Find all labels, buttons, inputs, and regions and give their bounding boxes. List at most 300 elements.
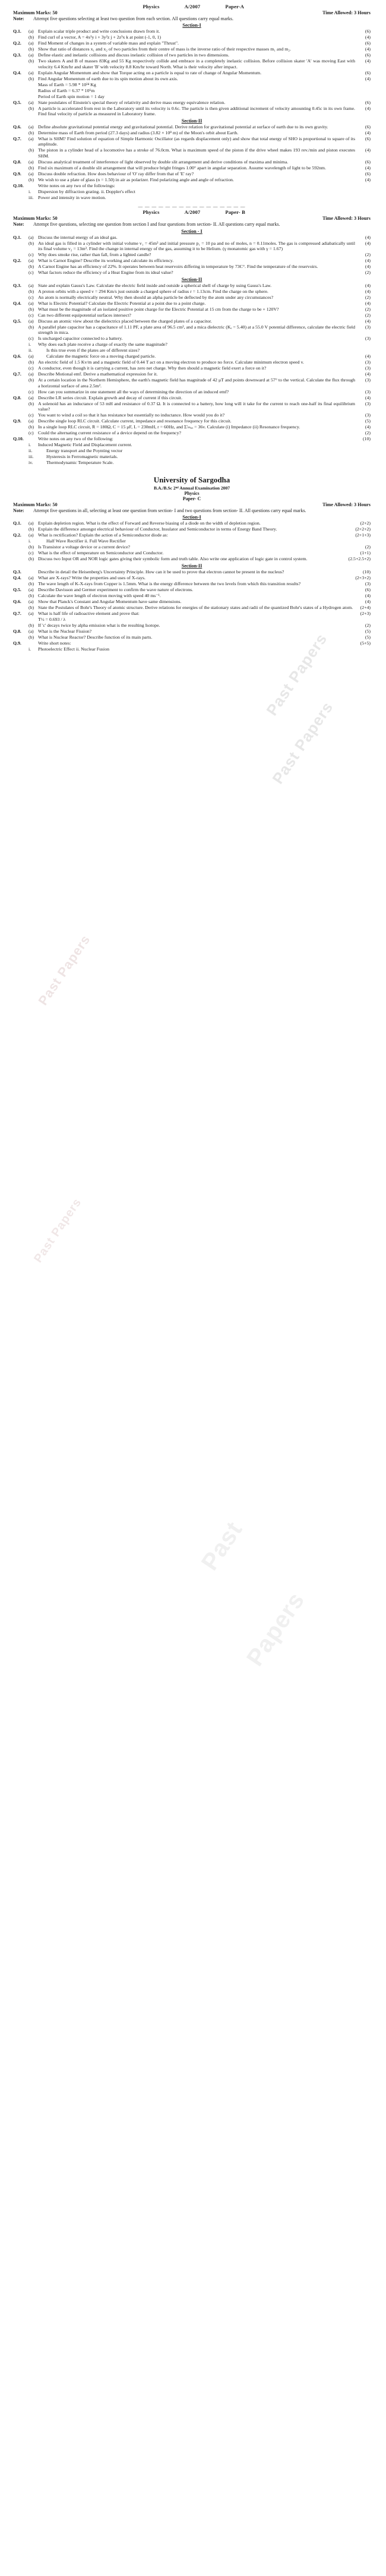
q-marks: (3) [365,365,371,371]
q-no [13,430,29,436]
q-text: Why does each plate receive a charge of exactly the same magnitude? [38,342,167,348]
q-marks: (5+5) [360,640,371,646]
question-row [13,575,371,581]
note-text: Attempt five questions selecting at least two question from each section. All questions carry equal marks. [33,16,234,21]
q-sub: (c) [29,336,34,342]
q-no [13,605,29,611]
paper-a-meta [13,10,371,15]
q-no [13,412,29,418]
question-row [13,46,371,52]
q-no: Q.2. [13,40,21,46]
q-text: A proton orbits with a speed v = 294 Km/s just outside a charged sphere of radius r = 1.13cm. Find the charge on the sphere. [38,288,268,294]
paper-c-max-marks: Maximum Marks: 50 [13,501,58,507]
q-marks: (4) [365,46,371,52]
question-row [13,336,371,342]
question-row [13,544,371,550]
q-text: Discuss an atomic view about the dielectrics placed between the charged plates of a capacitor. [38,318,212,324]
q-marks: (2.5+2.5+2) [348,556,371,562]
paper-b-note [13,222,371,227]
q-text: Thermodynamic Temperature Scale. [46,460,114,466]
question-row [13,556,371,562]
q-no: Q.5. [13,586,21,592]
q-marks [357,183,371,189]
q-sub: (b) [29,306,34,312]
q-marks: (2) [365,306,371,312]
q-no [13,312,29,318]
q-marks: (4) [365,130,371,135]
q-sub: iv. [29,460,33,466]
q-no [13,106,29,117]
note-text: Attempt five questions in all, selecting at least one question from section- I and two questions from section- II. All questions carry equal marks. [33,507,306,513]
q-text: An electric field of 1.5 Kv/m and a magnetic field of 0.44 T act on a moving electron to produce no force. Calculate minimum electron speed v. [38,359,304,365]
q-no: Q.3. [13,569,21,574]
question-row [13,629,371,634]
q-text: Why does smoke rise, rather than fall, from a lighted candle? [38,252,151,258]
q-no [13,646,29,652]
q-marks: (4) [365,75,371,81]
question-row [13,94,371,100]
question-row [13,283,371,289]
q-text: Describe single loop RLC circuit. Calculate current, impedance and resonance frequency for this circuit. [38,418,232,424]
q-sub: (b) [29,130,34,135]
q-sub: ii. [29,448,33,454]
q-sub: (a) [29,394,34,400]
q-sub: (a) [29,159,34,165]
paper-a-subject: Physics [143,4,160,10]
question-row [13,342,371,348]
q-marks [357,348,371,353]
q-sub: (b) [29,147,34,153]
q-no [13,34,29,40]
question-row [13,646,371,652]
q-marks: (6) [365,135,371,141]
paper-a-section-ii-label: Section-II [181,118,203,124]
q-sub: (a) [29,171,34,176]
q-sub: (a) [29,70,34,75]
question-row [13,424,371,430]
question-row [13,587,371,593]
q-no [13,526,29,532]
q-marks: (4) [365,394,371,400]
question-row [13,258,371,264]
university-block [13,475,371,501]
q-no [13,94,29,100]
q-marks: (4) [365,240,371,246]
q-marks: (3) [365,359,371,365]
q-marks: (2) [365,294,371,300]
q-no [13,76,29,82]
question-row [13,40,371,46]
q-no [13,252,29,258]
q-no: Q.1. [13,29,21,34]
q-no: Q.4. [13,70,21,75]
q-text: Can two different equipotential surfaces intersect? [38,312,131,318]
q-marks: (4) [365,318,371,324]
q-text: Find curl of a vector, A = 4x²y i + 3y²z j + 2z³x k at point (-1, 0, 1) [38,34,161,40]
question-row [13,640,371,646]
q-marks: (4) [365,424,371,430]
q-text: Is uncharged capacitor connected to a battery. [38,336,123,342]
q-text: A particle is accelerated from rest in the Laboratory until its velocity is 0.6c. The particle is then given additional increment of velocity amounting 0.45c in its own frame. Find final velocity of particle as measured in Laboratory frame. [38,105,355,117]
q-text: Discuss two Input OR and NOR logic gates giving their symbolic form and truth table. Also write one application of logic gate in control system. [38,556,308,562]
question-row [13,171,371,177]
q-no [13,623,29,629]
q-marks: (2+3+2) [355,574,371,580]
q-sub: (a) [29,300,34,306]
q-no [13,556,29,562]
q-sub: (b) [29,526,34,532]
q-no [13,365,29,371]
q-marks: (10) [363,569,371,574]
q-sub: (a) [29,353,34,359]
q-marks: (6) [365,29,371,34]
q-marks: (3) [365,389,371,394]
q-no [13,58,29,70]
q-sub [29,569,38,575]
question-row [13,124,371,130]
q-text: A Carnot Engine has an efficiency of 22%. It operates between heat reservoirs differing in temperature by 73C°. Find the temperature of the reservoirs. [38,264,318,270]
question-row [13,34,371,40]
question-row [13,289,371,295]
q-text: An ideal gas is filled in a cylinder with initial volume v₁ = 45m³ and initial pressure p₁ = 10 pa and no of moles, n = 0.11moles. The gas is compressed adiabatically until its final volume v₂ = 13m³. Find the change in internal energy of the gas, assuming it to be Helium. (γ monatomic gas with γ = 1.67) [38,240,355,252]
q-marks: (5) [365,418,371,424]
q-text: Calculate the magnetic force on a moving charged particle. [46,353,156,359]
q-marks: (4) [365,353,371,359]
watermark-past-papers: Past Papers [31,1196,84,1265]
q-sub: (b) [29,580,34,586]
paper-c-section-2-title: Section-II [181,563,203,569]
q-sub [29,640,38,646]
paper-a-max-marks: Maximum Marks: 50 [13,10,58,15]
q-no [13,195,29,201]
note-label: Note: [13,222,24,228]
question-row [13,442,371,448]
q-sub: (a) [29,124,34,130]
paper-b-time: Time Allowed: 3 Hours [322,216,371,222]
q-no [13,342,29,348]
q-text: A conductor, even though it is carrying a current, has zero net charge. Why then should a magnetic field exert a force on it? [38,365,267,371]
q-sub [29,617,38,623]
q-marks: (4) [365,282,371,288]
q-no [13,617,29,623]
q-text: Explain Angular Momentum and show that Torque acting on a particle is equal to rate of change of Angular Momentum. [38,70,262,75]
q-marks: (2+4) [360,604,371,610]
question-row [13,412,371,418]
question-row [13,418,371,424]
paper-b-meta [13,216,371,221]
q-marks: (6) [365,124,371,130]
question-row [13,165,371,171]
q-text: Photoelectric Effect ii. Nuclear Fusion [38,646,110,652]
question-row [13,617,371,623]
q-marks: (4) [365,592,371,598]
q-marks: (2) [365,270,371,276]
q-marks [357,617,371,623]
question-row [13,605,371,611]
q-marks: (4) [365,264,371,270]
question-row [13,318,371,324]
q-text: Power and intensity in wave motion. [38,194,106,200]
question-row [13,252,371,258]
q-sub: (b) [29,634,34,640]
q-text: Induced Magnetic Field and Displacement current. [38,442,132,448]
q-marks: (1+1) [360,550,371,556]
q-sub: (c) [29,312,34,318]
q-sub: (c) [29,412,34,418]
q-sub: (b) [29,240,34,246]
question-row [13,312,371,318]
q-no [13,147,29,159]
q-sub: (b) [29,544,34,550]
q-marks: (3) [365,400,371,406]
q-marks: (3) [365,336,371,342]
q-sub: (a) [29,586,34,592]
q-marks: (3) [365,377,371,383]
q-no [13,241,29,252]
paper-c-time: Time Allowed: 3 Hours [322,501,371,507]
question-row [13,430,371,436]
q-sub [29,88,38,94]
paper-a-header [13,4,371,10]
q-no [13,538,29,544]
q-text: Is this true even if the plates are of different sizes? [46,348,140,353]
q-sub: (b) [29,556,34,562]
paper-b-section-2-title: Section-II [181,276,203,282]
paper-b-subject: Physics [143,209,160,216]
q-marks [357,460,371,466]
q-text: Dispersion by diffraction grating. ii. Doppler's effect [38,188,135,194]
q-text: Explain the difference amongst electrical behaviour of Conductor, Insulator and Semiconductor in terms of Energy Band Theory. [38,526,277,532]
q-sub: (a) [29,610,34,616]
question-row [13,377,371,389]
q-text: Is Transistor a voltage device or a current device? [38,544,131,550]
q-no: Q.5. [13,99,21,105]
q-no: Q.8. [13,628,21,634]
watermark-past-papers: Past Papers [35,932,93,1008]
q-no [13,289,29,295]
q-sub: i. [29,342,31,348]
question-row [13,130,371,136]
q-text: What is Carnot Engine? Describe its working and calculate its efficiency. [38,258,174,264]
paper-b-code: A/2007 [184,209,201,216]
q-marks: (2+2) [360,520,371,526]
university-name: University of Sargodha [153,475,230,484]
q-no: Q.5. [13,318,21,324]
q-marks: (3) [365,324,371,330]
q-text: What factors reduce the efficiency of a Heat Engine from its ideal value? [38,270,173,276]
q-no [13,460,29,466]
paper-c-note [13,508,371,513]
q-text: What is rectification? Explain the action of a Semiconductor diode as: [38,532,168,538]
paper-c-paper: Paper- C [182,495,201,501]
q-no: Q.3. [13,52,21,58]
q-text: Explain scalar triple product and write conclusions drawn from it. [38,29,160,34]
q-marks: (4) [365,147,371,153]
q-text: What are X-rays? Write the properties and uses of X-rays. [38,574,145,580]
q-sub: (c) [29,294,34,300]
q-no [13,165,29,171]
q-marks [357,94,371,100]
q-marks: (2) [365,622,371,628]
question-row [13,159,371,165]
q-sub [29,436,38,442]
q-text: What is half life of radioactive element and prove that: [38,610,140,616]
question-row [13,593,371,599]
q-sub: (b) [29,105,34,111]
paper-c-subject: Physics [184,490,200,496]
q-marks: (4) [365,58,371,64]
q-no: Q.4. [13,300,21,306]
q-sub: (a) [29,282,34,288]
q-no [13,130,29,136]
q-no [13,454,29,460]
q-sub: (b) [29,34,34,40]
q-sub: (b) [29,377,34,383]
q-marks: (10) [363,436,371,442]
q-no [13,401,29,412]
q-marks: (2+1+3) [355,532,371,538]
watermark-past-papers: Past Papers [262,630,331,719]
q-text: Show that ratio of distances x₁ and x₂ of two particles from their centre of mass is the inverse ratio of their respective masses m₁ and m₂. [38,46,291,52]
question-row [13,365,371,371]
q-marks: (2+3) [360,610,371,616]
question-row [13,634,371,640]
q-no: Q.10. [13,436,24,442]
question-row [13,436,371,442]
q-marks: (2) [365,544,371,550]
q-marks: (4) [365,371,371,377]
q-marks: (4) [365,598,371,604]
question-row [13,520,371,526]
q-sub: (b) [29,622,34,628]
q-no [13,442,29,448]
q-marks: (6) [365,40,371,46]
q-marks [357,189,371,195]
q-no [13,544,29,550]
paper-a-code: A/2007 [184,4,201,10]
q-sub: (b) [29,324,34,330]
q-marks [357,88,371,94]
question-row [13,235,371,241]
q-text: Determine mass of Earth from period (27.3 days) and radius (3.82 × 10⁸ m) of the Moon's orbit about Earth. [38,130,239,135]
q-sub: (a) [29,532,34,538]
q-sub: (c) [29,365,34,371]
question-row [13,532,371,538]
q-text: How can you summarize in one statement all the ways of determining the direction of an induced emf? [38,389,229,394]
paper-a-questions [13,29,371,201]
exam-line: B.A./B.Sc 2ⁿᵈ Annual Examination 2007 [153,485,230,491]
q-sub: i. [29,538,31,544]
q-no [13,324,29,336]
q-no [13,348,29,353]
q-no [13,295,29,301]
q-no [13,177,29,183]
paper-b-questions-section-2 [13,283,371,466]
q-marks: (5) [365,634,371,640]
q-text: If 'c' decays twice by alpha emission what is the resulting Isotope. [38,622,160,628]
q-sub: (a) [29,574,34,580]
q-sub: (b) [29,604,34,610]
question-row [13,348,371,353]
q-no: Q.7. [13,371,21,377]
q-no [13,448,29,454]
note-label: Note: [13,16,24,21]
question-row [13,76,371,82]
q-no: Q.9. [13,418,21,424]
q-sub: (a) [29,520,34,526]
q-text: An atom is normally electrically neutral. Why then should an alpha particle be deflected by the atom under any circumstances? [38,294,274,300]
q-sub: i. [29,442,31,448]
q-sub: (b) [29,46,34,52]
question-row [13,52,371,58]
question-row [13,611,371,617]
question-row [13,195,371,201]
q-sub: (a) [29,52,34,58]
q-no: Q.2. [13,258,21,264]
q-sub: (b) [29,58,34,64]
q-marks: (5) [365,628,371,634]
q-no: Q.9. [13,640,21,646]
separator-dashes: — — — — — — — — — — — — — — — — [138,204,246,210]
q-text: State the Postulates of Bohr's Theory of atomic structure. Derive relations for energies of the stationary states and radii of the quantized Bohr's states of a Hydrogen atom. [38,604,353,610]
question-row [13,295,371,301]
q-sub: iii. [29,194,34,200]
q-sub: iii. [29,454,34,460]
question-row [13,371,371,377]
q-no [13,634,29,640]
q-sub: (c) [29,430,34,436]
watermark-past: Past [196,1517,248,1576]
q-text: Two skaters A and B of masses 83Kg and 55 Kg respectively collide and embrace in a completely inelastic collision. Before collision skater 'A' was moving East with velocity 6.4 Km/hr and skater 'B' with velocity 8.8 Km/hr toward North. What is their velocity after impact. [38,58,355,70]
q-sub: (c) [29,252,34,258]
q-marks: (2) [365,252,371,258]
q-marks: (4) [365,105,371,111]
question-row [13,177,371,183]
q-sub: (b) [29,592,34,598]
q-no: Q.6. [13,353,21,359]
q-text: You want to wind a coil so that it has resistance but essentially no inductance. How would you do it? [38,412,225,418]
q-no: Q.1. [13,234,21,240]
q-no [13,82,29,88]
q-marks [357,195,371,201]
q-text: Describe Motional emf. Derive a mathematical expression for it. [38,371,158,377]
q-sub: (a) [29,371,34,377]
q-marks: (3) [365,580,371,586]
q-sub: (b) [29,264,34,270]
q-marks: (4) [365,300,371,306]
paper-b-questions-section-1 [13,235,371,276]
q-text: Describe in detail the Heisenberg's Uncertainty Principle. How can it be used to prove that electron cannot be present in the nucleus? [38,569,284,574]
q-no [13,593,29,599]
q-sub: (b) [29,288,34,294]
paper-b-header [13,209,371,215]
q-sub: i. [29,646,31,652]
q-marks: (2) [365,430,371,436]
q-marks: (6) [365,159,371,165]
q-sub: (c) [29,550,34,556]
q-marks: (4) [365,176,371,182]
question-row [13,460,371,466]
question-row [13,389,371,395]
q-no [13,307,29,312]
q-sub [29,183,38,189]
q-no [13,264,29,270]
q-no: Q.9. [13,171,21,176]
paper-c-questions-section-2 [13,569,371,652]
q-sub: (c) [29,389,34,394]
q-no: Q.2. [13,532,21,538]
q-marks [357,454,371,460]
